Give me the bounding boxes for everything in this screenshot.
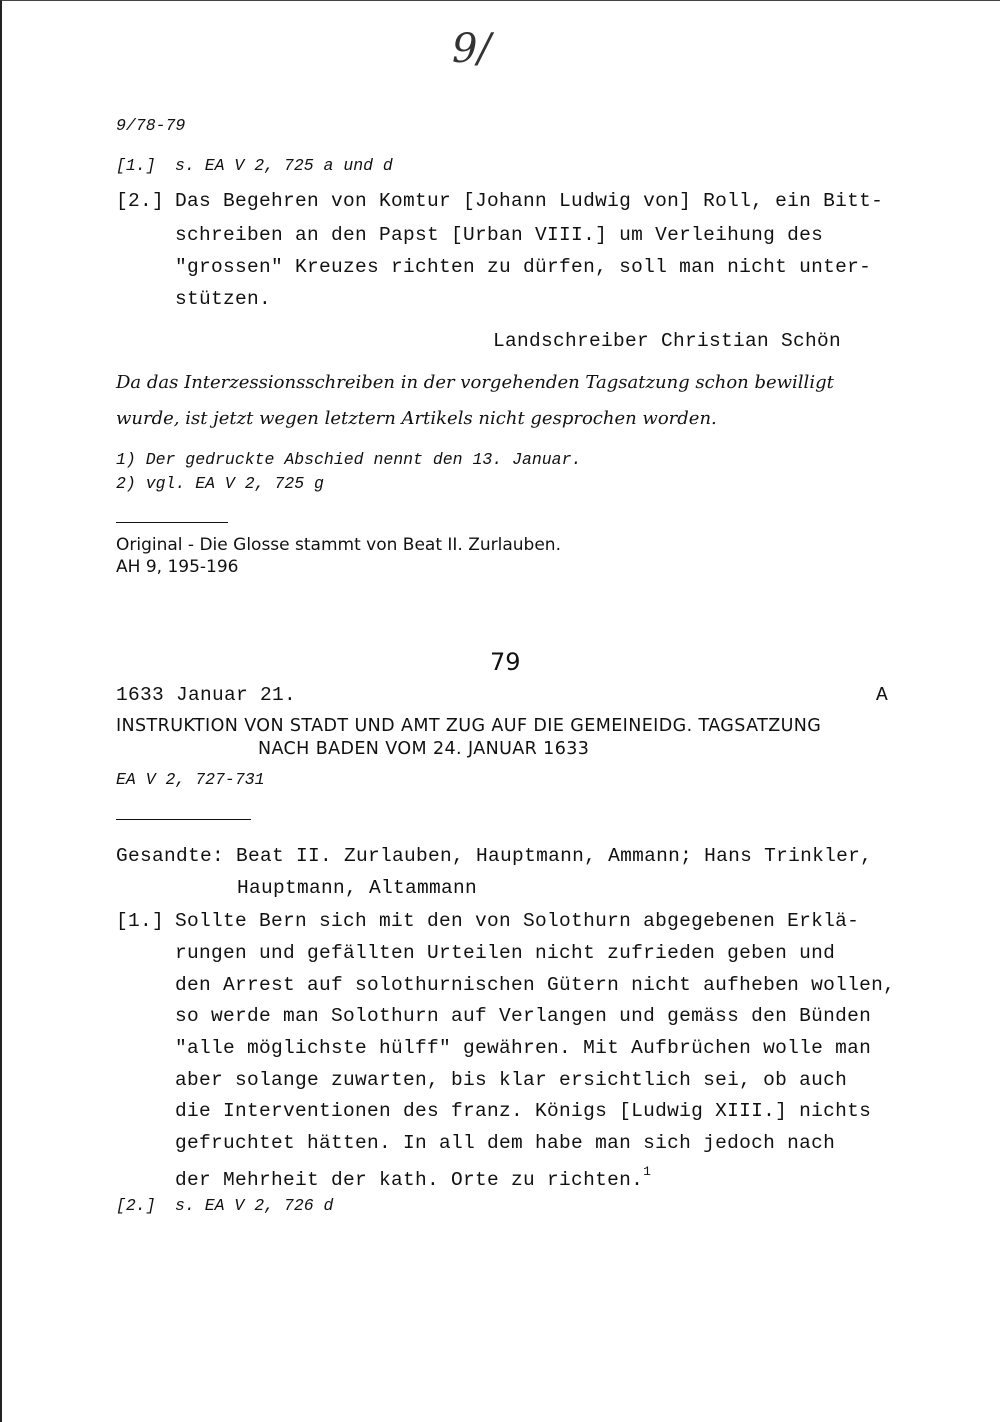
doc-reference: 9/78-79 (116, 116, 186, 135)
item-1-line-last (175, 1164, 651, 1191)
item-2-line: Das Begehren von Komtur [Johann Ludwig von] Roll, ein Bitt- (175, 190, 884, 212)
item-1-text: s. EA V 2, 725 a und d (175, 156, 393, 175)
signature: Landschreiber Christian Schön (493, 330, 842, 352)
item-1-line: "alle möglichste hülff" gewähren. Mit Aufbrüchen wolle man (175, 1037, 872, 1059)
item-2-line: "grossen" Kreuzes richten zu dürfen, soll man nicht unter- (175, 256, 872, 278)
item-2-number: [2.] (116, 1196, 156, 1215)
item-1-line: rungen und gefällten Urteilen nicht zufrieden geben und (175, 942, 836, 964)
item-2-number: [2.] (116, 190, 165, 212)
footnote: 1) Der gedruckte Abschied nennt den 13. Januar. (116, 450, 582, 469)
item-1-line: die Interventionen des franz. Königs [Ludwig XIII.] nichts (175, 1100, 872, 1122)
document-title: INSTRUKTION VON STADT UND AMT ZUG AUF DIE GEMEINEIDG. TAGSATZUNG (116, 716, 822, 736)
document-date: 1633 Januar 21. (116, 684, 297, 706)
item-1-line: den Arrest auf solothurnischen Gütern nicht aufheben wollen, (175, 974, 896, 996)
document-marker: A (876, 684, 889, 706)
item-2-line: stützen. (175, 288, 272, 310)
item-2-text: s. EA V 2, 726 d (175, 1196, 334, 1215)
item-1-line: der Mehrheit der kath. Orte zu richten. (175, 1169, 644, 1191)
source-note: AH 9, 195-196 (116, 557, 239, 577)
separator-rule (116, 819, 251, 820)
source-note: Original - Die Glosse stammt von Beat II. Zurlauben. (116, 535, 561, 555)
footnote-marker: 1 (643, 1164, 652, 1179)
item-1-line: gefruchtet hätten. In all dem habe man sich jedoch nach (175, 1132, 836, 1154)
document-number: 79 (490, 648, 521, 676)
item-1-line: Sollte Bern sich mit den von Solothurn abgegebenen Erklä- (175, 910, 860, 932)
item-1-line: aber solange zuwarten, bis klar ersichtlich sei, ob auch (175, 1069, 848, 1091)
handwritten-page-number: 9/ (452, 26, 491, 72)
item-1-line: so werde man Solothurn auf Verlangen und gemäss den Bünden (175, 1005, 872, 1027)
edition-reference: EA V 2, 727-731 (116, 770, 265, 789)
item-1-number: [1.] (116, 156, 156, 175)
envoys: Gesandte: Beat II. Zurlauben, Hauptmann, Ammann; Hans Trinkler, (116, 845, 873, 867)
gloss-line: wurde, ist jetzt wegen letztern Artikels nicht gesprochen worden. (116, 408, 717, 429)
envoys: Hauptmann, Altammann (237, 877, 478, 899)
document-title: NACH BADEN VOM 24. JANUAR 1633 (258, 739, 590, 759)
footnote: 2) vgl. EA V 2, 725 g (116, 474, 324, 493)
separator-rule (116, 522, 228, 523)
gloss-line: Da das Interzessionsschreiben in der vorgehenden Tagsatzung schon bewilligt (116, 372, 834, 393)
item-1-number: [1.] (116, 910, 165, 932)
item-2-line: schreiben an den Papst [Urban VIII.] um Verleihung des (175, 224, 824, 246)
